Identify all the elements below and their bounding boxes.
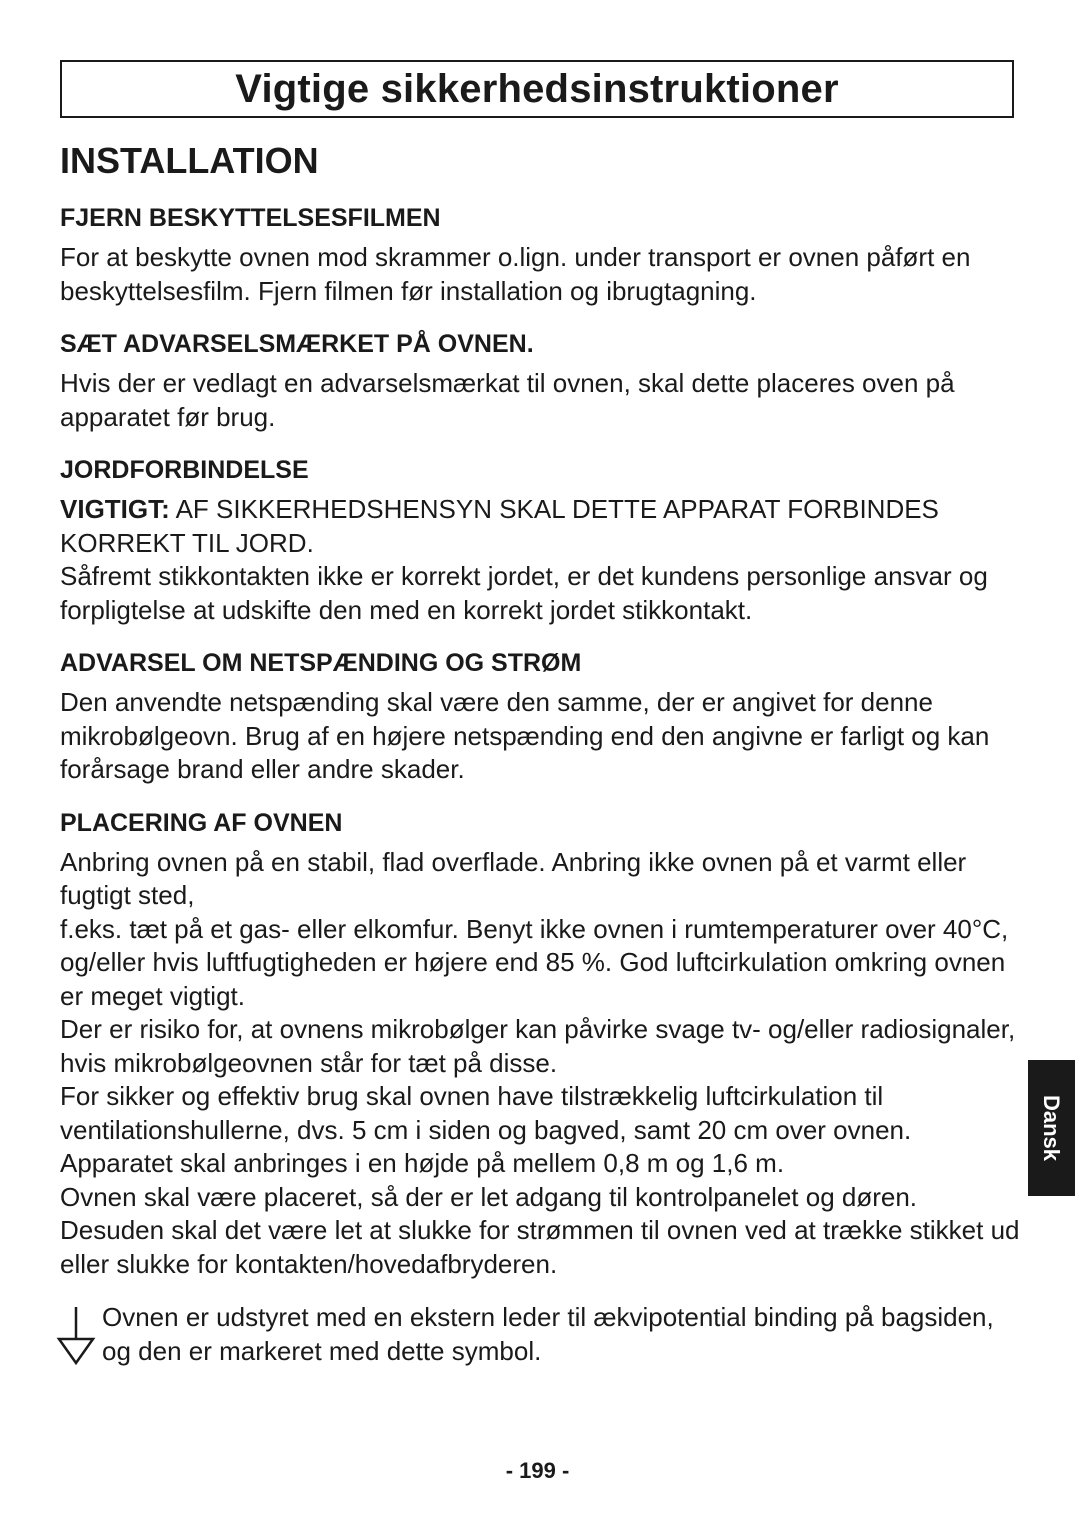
block-heading: SÆT ADVARSELSMÆRKET PÅ OVNEN. bbox=[60, 330, 534, 358]
placement-paragraph: Anbring ovnen på en stabil, flad overflade. Anbring ikke ovnen på et varmt eller fugtigt sted, bbox=[60, 846, 967, 910]
symbol-row bbox=[60, 1301, 1025, 1368]
block-heading: ADVARSEL OM NETSPÆNDING OG STRØM bbox=[60, 649, 582, 677]
language-tab-label: Dansk bbox=[1039, 1094, 1065, 1162]
block-text: For at beskytte ovnen mod skrammer o.lign. under transport er ovnen påført en beskyttelsesfilm. Fjern filmen før installation og ibrugtagning. bbox=[60, 242, 971, 306]
warning-label: VIGTIGT: bbox=[60, 494, 170, 524]
block-grounding bbox=[60, 456, 1025, 627]
page-number: - 199 - bbox=[505, 1458, 570, 1483]
page-title: Vigtige sikkerhedsinstruktioner bbox=[235, 66, 839, 111]
section-heading: INSTALLATION bbox=[60, 140, 319, 181]
symbol-text: Ovnen er udstyret med en ekstern leder til ækvipotential binding på bagsiden, og den er markeret med dette symbol. bbox=[102, 1302, 994, 1366]
content bbox=[60, 140, 1025, 1390]
title-box bbox=[60, 60, 1014, 118]
placement-paragraph: f.eks. tæt på et gas- eller elkomfur. Benyt ikke ovnen i rumtemperaturer over 40°C, og/eller hvis luftfugtigheden er højere end 85 %. God luftcirkulation omkring ovnen er meget vigtigt. bbox=[60, 913, 1009, 1011]
warning-paragraph bbox=[60, 493, 1025, 560]
equipotential-bonding-icon bbox=[56, 1305, 96, 1365]
block-heading: JORDFORBINDELSE bbox=[60, 456, 309, 484]
placement-paragraph: Der er risiko for, at ovnens mikrobølger kan påvirke svage tv- og/eller radiosignaler, hvis mikrobølgeovnen står for tæt på disse. bbox=[60, 1014, 1016, 1078]
block-protective-film bbox=[60, 204, 1025, 308]
block-text: Hvis der er vedlagt en advarselsmærkat til ovnen, skal dette placeres oven på apparatet før brug. bbox=[60, 368, 955, 432]
language-tab bbox=[1028, 1060, 1075, 1196]
warning-text: AF SIKKERHEDSHENSYN SKAL DETTE APPARAT FORBINDES KORREKT TIL JORD. bbox=[60, 494, 939, 558]
block-heading: PLACERING AF OVNEN bbox=[60, 808, 343, 837]
block-warning-label bbox=[60, 330, 1025, 434]
placement-paragraph: For sikker og effektiv brug skal ovnen have tilstrækkelig luftcirkulation til ventilationshullerne, dvs. 5 cm i siden og bagved, samt 20 cm over ovnen. bbox=[60, 1081, 912, 1145]
block-heading: FJERN BESKYTTELSESFILMEN bbox=[60, 204, 441, 232]
placement-paragraph: Ovnen skal være placeret, så der er let adgang til kontrolpanelet og døren. Desuden skal det være let at slukke for strømmen til ovnen ved at trække stikket ud eller slukke for kontakten/hovedafbryderen. bbox=[60, 1181, 1020, 1279]
block-text: Såfremt stikkontakten ikke er korrekt jordet, er det kundens personlige ansvar og forpligtelse at udskifte den med en korrekt jordet stikkontakt. bbox=[60, 561, 988, 625]
placement-paragraph: Apparatet skal anbringes i en højde på mellem 0,8 m og 1,6 m. bbox=[60, 1148, 785, 1178]
block-voltage bbox=[60, 649, 1025, 787]
block-placement bbox=[60, 809, 1025, 1369]
block-text: Den anvendte netspænding skal være den samme, der er angivet for denne mikrobølgeovn. Brug af en højere netspænding end den angivne er farligt og kan forårsage brand eller andre skader. bbox=[60, 687, 990, 784]
